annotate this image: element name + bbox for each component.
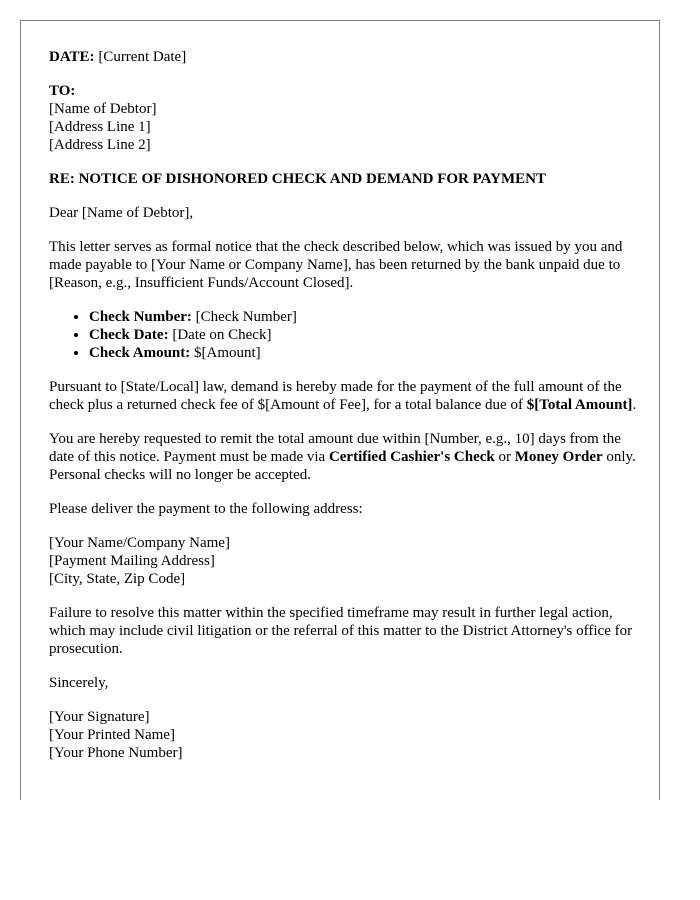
date-label: DATE: (49, 49, 95, 65)
payee-city-state-zip: [City, State, Zip Code] (49, 571, 186, 587)
payment-method-2: Money Order (514, 449, 603, 465)
signature-line: [Your Signature] (49, 709, 150, 725)
letter-body (49, 48, 639, 778)
check-details-list (49, 308, 639, 362)
demand-end: . (632, 397, 637, 413)
recipient-name: [Name of Debtor] (49, 101, 157, 117)
date-line (49, 48, 639, 66)
list-item (89, 344, 639, 362)
remit-text-2: only. Personal checks will no longer be accepted. (49, 449, 636, 483)
printed-name: [Your Printed Name] (49, 727, 175, 743)
deliver-paragraph: Please deliver the payment to the following address: (49, 501, 363, 517)
check-amount-value: $[Amount] (194, 345, 261, 361)
phone-number: [Your Phone Number] (49, 745, 183, 761)
check-date-label: Check Date: (89, 327, 169, 343)
warning-paragraph: Failure to resolve this matter within the specified timeframe may result in further legal action, which may include civil litigation or the referral of this matter to the District Attorney's office for prosecution. (49, 605, 633, 657)
signature-block (49, 708, 639, 762)
list-item (89, 326, 639, 344)
payee-name: [Your Name/Company Name] (49, 535, 230, 551)
demand-paragraph (49, 378, 639, 414)
remit-paragraph (49, 430, 639, 484)
remit-text-1: You are hereby requested to remit the total amount due within [Number, e.g., 10] days from the date of this notice. Payment must be made via (49, 431, 621, 465)
intro-paragraph: This letter serves as formal notice that the check described below, which was issued by you and made payable to [Your Name or Company Name], has been returned by the bank unpaid due to [Reason, e.g., Insufficient Funds/Account Closed]. (49, 239, 623, 291)
demand-text: Pursuant to [State/Local] law, demand is hereby made for the payment of the full amount of the check plus a returned check fee of $[Amount of Fee], for a total balance due of (49, 379, 622, 413)
payment-method-1: Certified Cashier's Check (328, 449, 495, 465)
check-date-value: [Date on Check] (172, 327, 272, 343)
recipient-address-2: [Address Line 2] (49, 137, 151, 153)
to-label: TO: (49, 83, 76, 99)
recipient-block (49, 82, 639, 154)
list-item (89, 308, 639, 326)
payment-address-block (49, 534, 639, 588)
date-value: [Current Date] (98, 49, 187, 65)
total-amount: $[Total Amount] (526, 397, 633, 413)
check-number-value: [Check Number] (195, 309, 297, 325)
closing: Sincerely, (49, 675, 109, 691)
check-number-label: Check Number: (89, 309, 192, 325)
check-amount-label: Check Amount: (89, 345, 191, 361)
payee-mailing-address: [Payment Mailing Address] (49, 553, 215, 569)
recipient-address-1: [Address Line 1] (49, 119, 151, 135)
salutation: Dear [Name of Debtor], (49, 205, 194, 221)
remit-or: or (494, 449, 515, 465)
subject-line: RE: NOTICE OF DISHONORED CHECK AND DEMAND FOR PAYMENT (49, 171, 546, 187)
